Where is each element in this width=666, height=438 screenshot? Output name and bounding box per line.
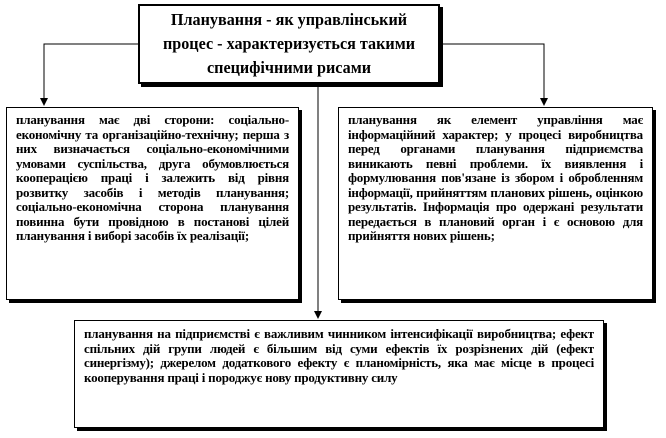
right-feature-text: планування як елемент управління має інформаційний характер; у процесі виробництва перед органами планування підприємства виникають певні проблеми. їх виявлення і формулювання пов'язане із збором і обробленням інформації, прийняттям планових рішень, оцінкою результатів. Інформація про одержані результати передається в плановий орган і є основою для прийняття нових рішень; [348,112,643,243]
title-box [138,4,440,84]
bottom-feature-box [74,320,604,428]
left-feature-text: планування має дві сторони: соціально-економічну та організаційно-технічну; перша з них визначається соціально-економічними умовами суспільства, друга обумовлюється кооперацією праці і залежить від рівня розвитку засобів і методів планування; соціально-економічна сторона планування повинна бути провідною в постанові цілей планування і виборі засобів їх реалізації; [16,112,289,243]
title-text: Планування - як управлінський процес - характеризується такими специфічними рисами [162,10,416,77]
left-feature-box [6,107,299,300]
arrow-to-left-box [44,44,138,105]
arrow-to-right-box [440,44,544,105]
right-feature-box [338,107,653,300]
bottom-feature-text: планування на підприємстві є важливим чинником інтенсифікації виробництва; ефект спільних дій групи людей є більшим від суми ефектів їх розрізнених дій (ефект синергізму); джерелом додаткового ефекту є планомірність, яка має місце в процесі кооперування праці і породжує нову продуктивну силу [84,326,594,385]
